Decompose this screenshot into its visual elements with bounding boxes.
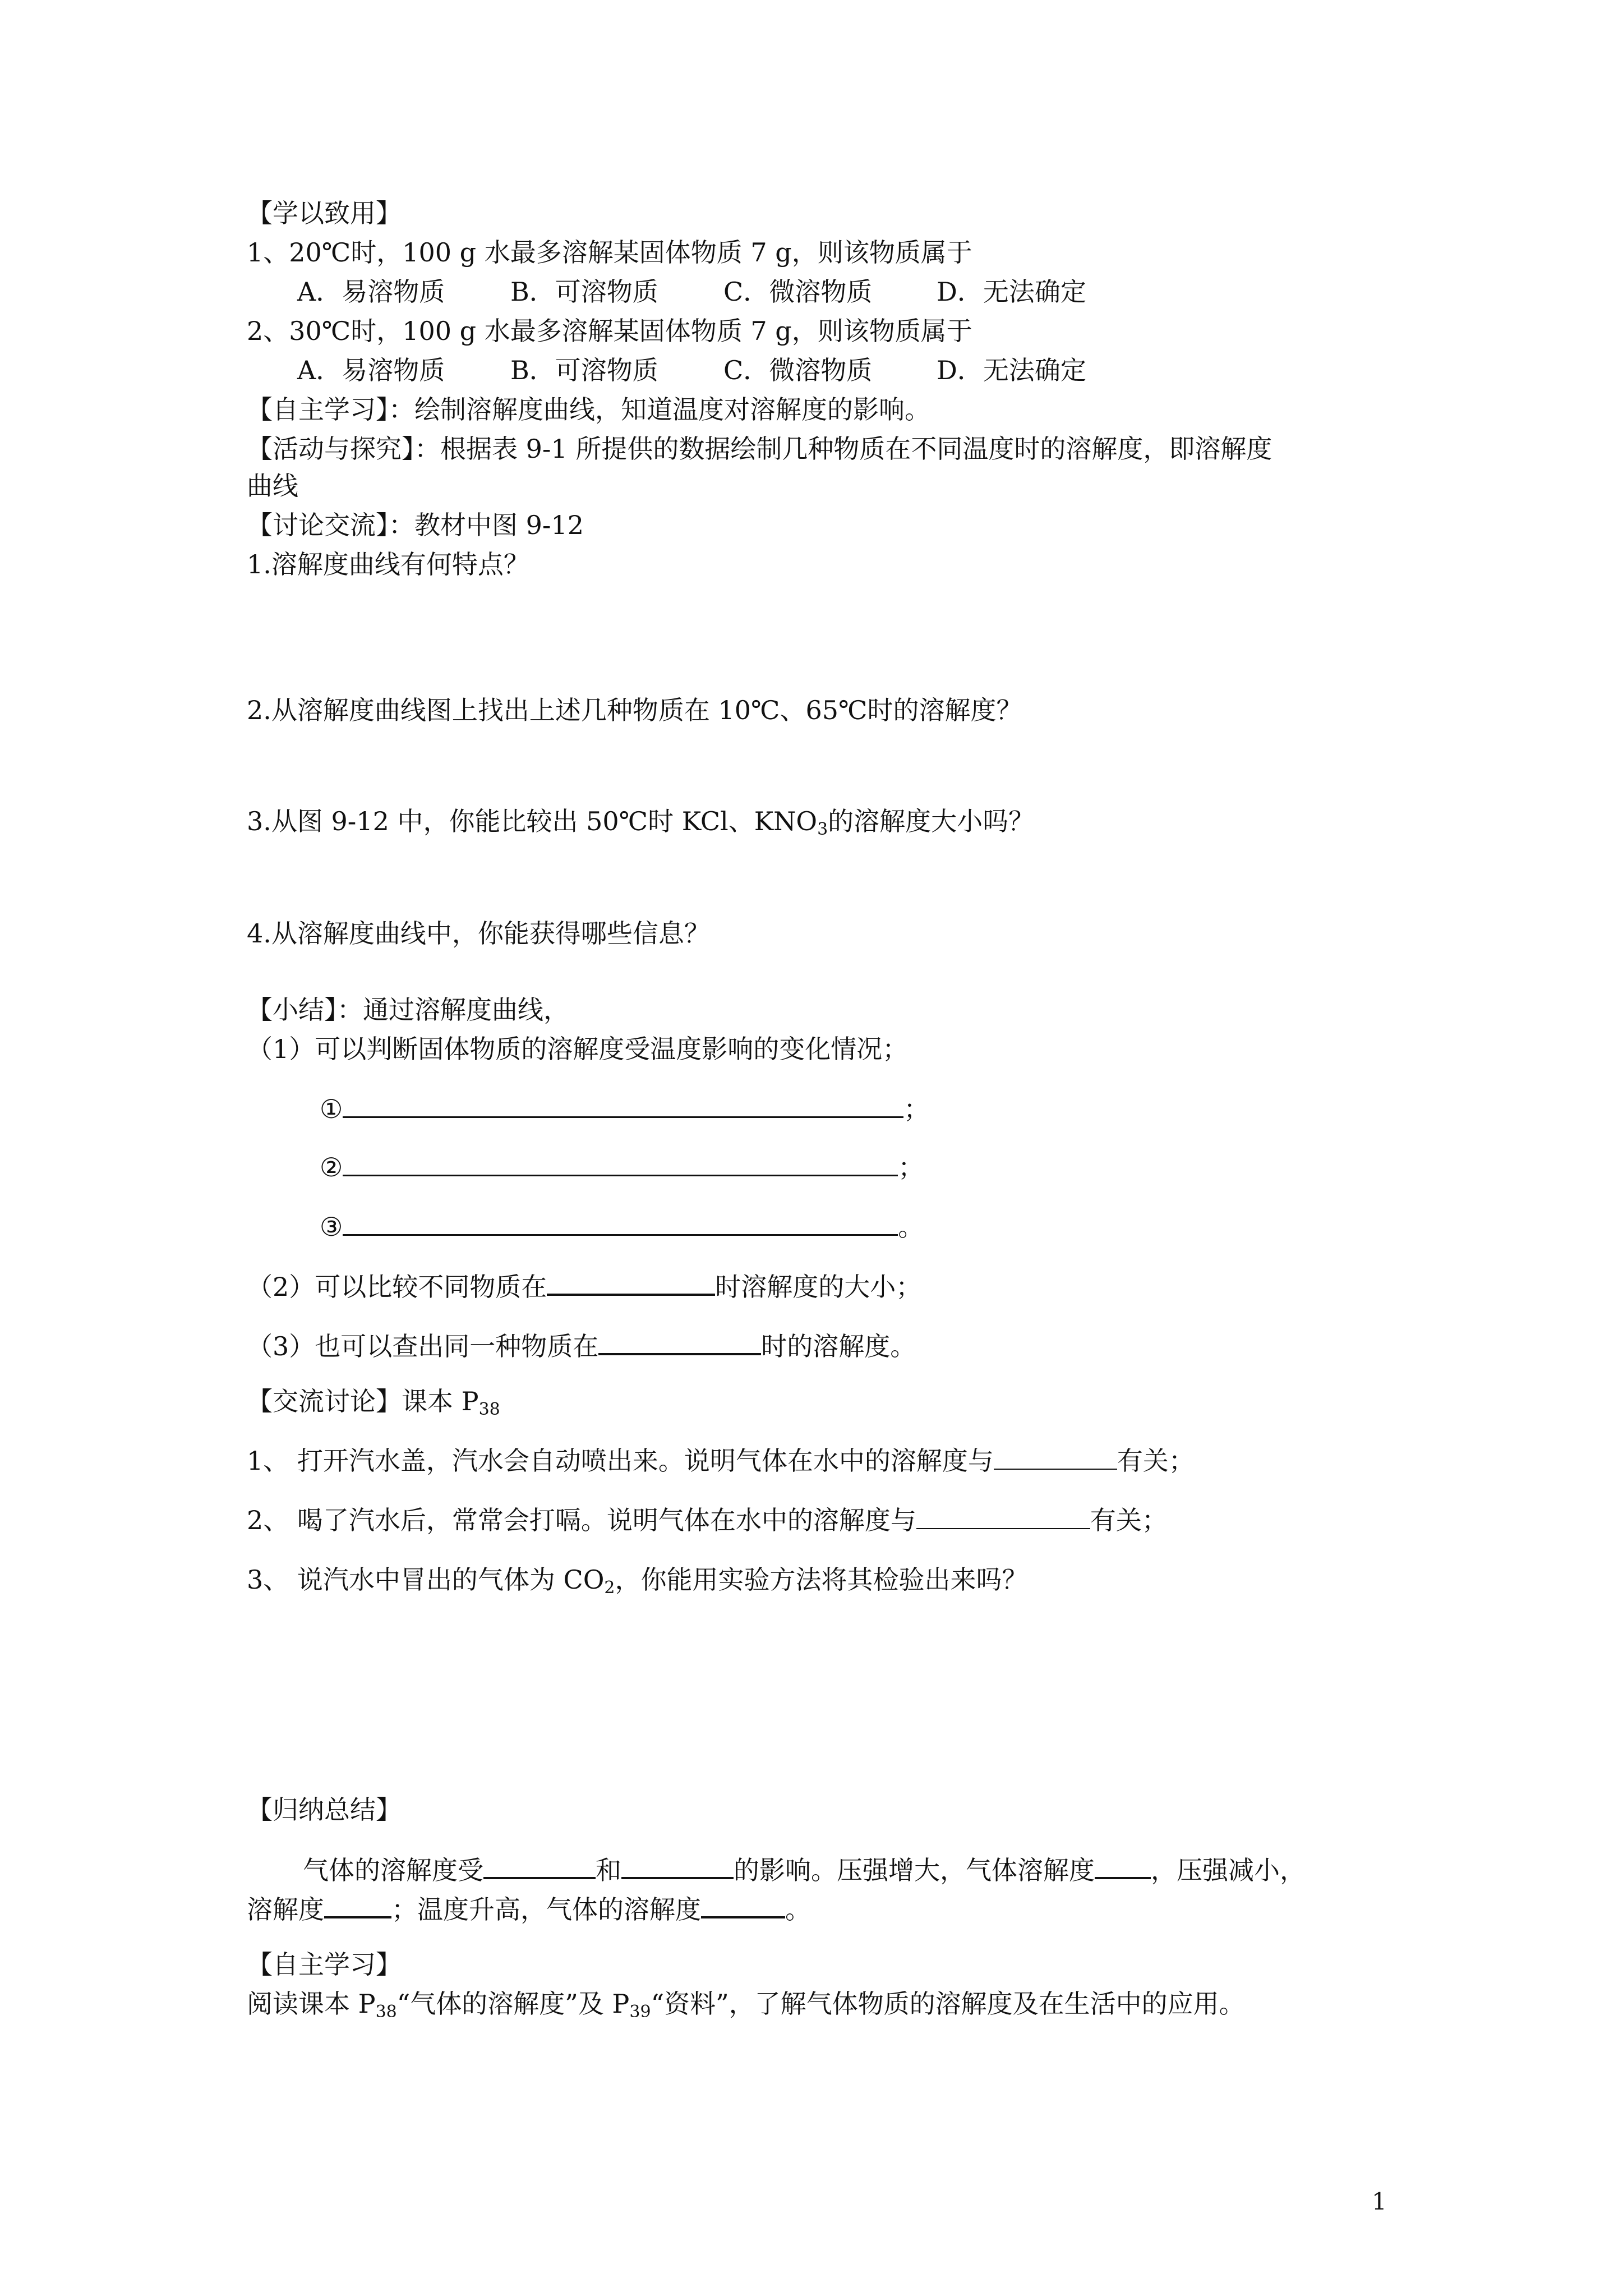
option-a: A．易溶物质	[297, 277, 445, 307]
conclusion-heading: 【归纳总结】	[247, 1795, 402, 1825]
discussion-question-2: 2.从溶解度曲线图上找出上述几种物质在 10℃、65℃时的溶解度？	[247, 695, 1022, 725]
conclusion-line-2: 溶解度 ；温度升高，气体的溶解度 。	[247, 1890, 811, 1927]
option-b: B．可溶物质	[510, 277, 658, 307]
question-2: 2、30℃时，100 g 水最多溶解某固体物质 7 g，则该物质属于	[247, 316, 972, 346]
summary-heading: 【小结】：通过溶解度曲线，	[247, 995, 569, 1025]
blank-line-1: ① ；	[320, 1091, 929, 1127]
option-d: D．无法确定	[937, 355, 1086, 385]
fill-blank	[621, 1851, 734, 1879]
exchange-question-2: 2、 喝了汽水后，常常会打嗝。说明气体在水中的溶解度与 有关；	[247, 1502, 1168, 1538]
fill-blank	[483, 1851, 596, 1879]
summary-item-3: （3）也可以查出同一种物质在 时的溶解度。	[247, 1327, 916, 1364]
fill-blank	[598, 1327, 761, 1355]
fill-blank	[324, 1890, 391, 1918]
discussion-question-3: 3.从图 9-12 中，你能比较出 50℃时 KCl、$KNO_3$的溶解度大小吗？	[247, 806, 1035, 839]
section-heading-apply: 【学以致用】	[247, 198, 402, 228]
exchange-question-3: 3、 说汽水中冒出的气体为 $CO_2$，你能用实验方法将其检验出来吗？	[247, 1565, 1028, 1598]
option-b: B．可溶物质	[510, 355, 658, 385]
fill-blank	[343, 1208, 898, 1236]
self-study-heading: 【自主学习】	[247, 1949, 402, 1980]
option-c: C．微溶物质	[723, 277, 873, 307]
page-number: 1	[1372, 2188, 1387, 2215]
exchange-heading: 【交流讨论】课本 $P_{38}$	[247, 1386, 500, 1419]
discussion-question-1: 1.溶解度曲线有何特点？	[247, 549, 529, 579]
exchange-question-1: 1、 打开汽水盖，汽水会自动喷出来。说明气体在水中的溶解度与 有关；	[247, 1443, 1195, 1479]
fill-blank	[343, 1149, 898, 1176]
question-1-options	[297, 274, 1086, 310]
question-2-options	[297, 352, 1086, 388]
fill-blank	[547, 1268, 715, 1296]
activity-line-1: 【活动与探究】：根据表 9-1 所提供的数据绘制几种物质在不同温度时的溶解度，即溶解度	[247, 434, 1272, 464]
conclusion-line-1: 气体的溶解度受 和 的影响。压强增大，气体溶解度 ，压强减小，	[303, 1851, 1306, 1888]
option-a: A．易溶物质	[297, 355, 445, 385]
reading-assignment: 阅读课本 $P_{38}“$气体的溶解度”及 $P_{39}“$资料”，了解气体物质的溶解度及在生活中的应用。	[247, 1989, 1245, 2022]
fill-blank	[994, 1443, 1117, 1470]
self-study-intro: 【自主学习】：绘制溶解度曲线，知道温度对溶解度的影响。	[247, 394, 930, 425]
activity-line-2: 曲线	[247, 471, 298, 501]
fill-blank	[1095, 1851, 1151, 1879]
blank-line-3: ③ 。	[320, 1208, 924, 1245]
discussion-question-4: 4.从溶解度曲线中，你能获得哪些信息？	[247, 918, 710, 949]
option-c: C．微溶物质	[723, 355, 873, 385]
summary-item-2: （2）可以比较不同物质在 时溶解度的大小；	[247, 1268, 921, 1305]
discussion-heading: 【讨论交流】：教材中图 9-12	[247, 510, 584, 540]
blank-line-2: ② ；	[320, 1149, 924, 1185]
question-1: 1、20℃时，100 g 水最多溶解某固体物质 7 g，则该物质属于	[247, 237, 972, 268]
fill-blank	[916, 1502, 1090, 1529]
fill-blank	[343, 1091, 903, 1118]
fill-blank	[701, 1890, 785, 1918]
summary-item-1: （1）可以判断固体物质的溶解度受温度影响的变化情况；	[247, 1034, 909, 1064]
option-d: D．无法确定	[937, 277, 1086, 307]
